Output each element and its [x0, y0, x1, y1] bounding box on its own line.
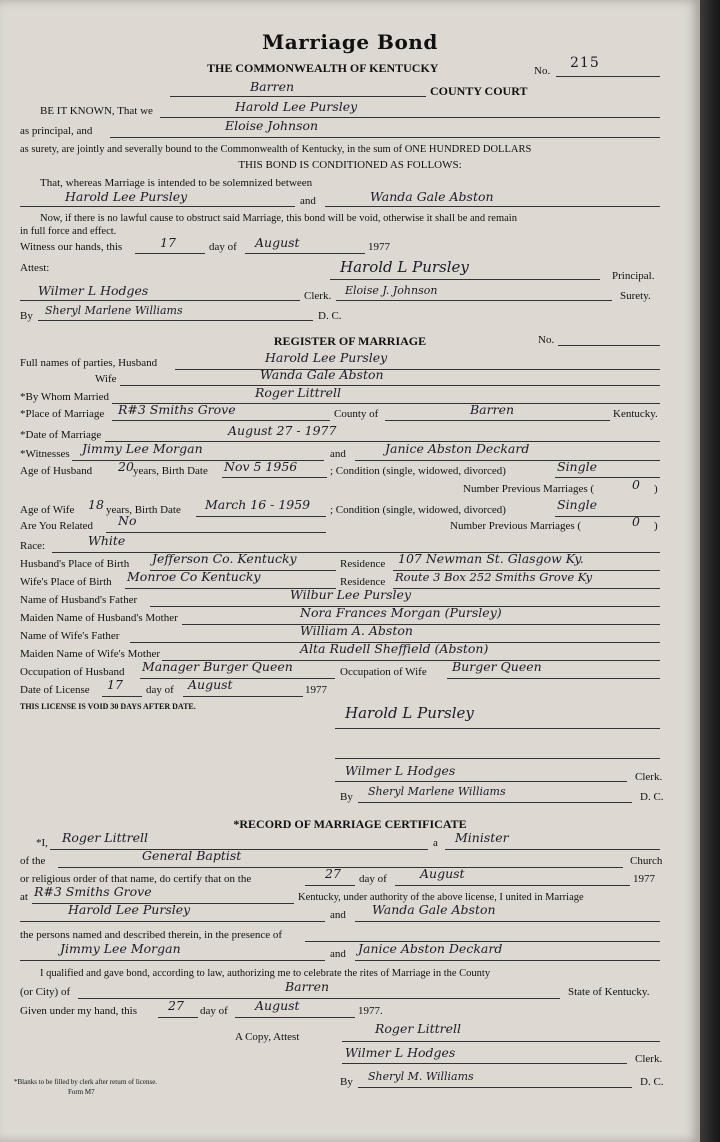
wpob-value: Monroe Co Kentucky: [127, 569, 261, 584]
cert-place: R#3 Smiths Grove: [34, 884, 152, 899]
cert-dc-label: D. C.: [640, 1076, 664, 1088]
wife-label: Wife: [95, 373, 117, 385]
cert-of-the: of the: [20, 855, 46, 867]
cert-by: By: [340, 1076, 353, 1088]
hmother-value: Nora Frances Morgan (Pursley): [300, 605, 502, 620]
conditioned-heading: THIS BOND IS CONDITIONED AS FOLLOWS:: [238, 159, 462, 171]
wmother-value: Alta Rudell Sheffield (Abston): [300, 641, 489, 656]
occ-wife-value: Burger Queen: [452, 659, 542, 674]
cert-year: 1977: [633, 873, 655, 885]
bond-dc-label: D. C.: [318, 310, 342, 322]
bond-by: By: [20, 310, 33, 322]
county-court-label: COUNTY COURT: [430, 84, 528, 98]
register-officiant: Roger Littrell: [255, 385, 341, 400]
whereas-text: That, whereas Marriage is intended to be solemnized between: [40, 177, 313, 189]
bond-day: 17: [160, 235, 176, 250]
footnote-blanks: *Blanks to be filled by clerk after return of license.: [14, 1078, 158, 1086]
age-wife: 18: [88, 497, 104, 512]
witness-hands: Witness our hands, this: [20, 241, 123, 253]
bond-county: Barren: [250, 79, 295, 94]
by-whom-label: *By Whom Married: [20, 391, 110, 403]
hfather-label: Name of Husband's Father: [20, 594, 138, 606]
date-label: *Date of Marriage: [20, 429, 102, 441]
cert-a-label: a: [433, 837, 438, 849]
condition-husband-label: ; Condition (single, widowed, divorced): [330, 465, 506, 477]
birth-husband: Nov 5 1956: [224, 459, 298, 474]
register-place: R#3 Smiths Grove: [118, 402, 236, 417]
commonwealth-heading: THE COMMONWEALTH OF KENTUCKY: [207, 61, 439, 75]
register-clerk-signature: Wilmer L Hodges: [345, 763, 456, 778]
license-day: 17: [107, 677, 123, 692]
bond-number: 215: [570, 55, 600, 71]
full-force-text: in full force and effect.: [20, 226, 117, 237]
attest-label: Attest:: [20, 262, 50, 274]
cert-at-label: at: [20, 891, 28, 903]
register-title: REGISTER OF MARRIAGE: [273, 334, 427, 348]
surety-signature: Eloise J. Johnson: [345, 284, 438, 297]
hres-label: Residence: [340, 558, 386, 570]
register-witness2: Janice Abston Deckard: [385, 441, 530, 456]
register-wife: Wanda Gale Abston: [260, 367, 384, 382]
bond-surety-name: Eloise Johnson: [225, 118, 319, 133]
occ-husband-label: Occupation of Husband: [20, 666, 125, 678]
bond-title: Marriage Bond: [262, 30, 438, 54]
race-value: White: [88, 533, 126, 548]
bond-clerk-label: Clerk.: [304, 290, 332, 302]
register-dc-label: D. C.: [640, 791, 664, 803]
cert-and: and: [330, 909, 346, 921]
license-month: August: [188, 677, 233, 692]
cert-month: August: [420, 866, 465, 881]
wfather-label: Name of Wife's Father: [20, 630, 120, 642]
bond-year: 1977: [368, 241, 390, 253]
cert-clerk-signature: Wilmer L Hodges: [345, 1045, 456, 1060]
prev-wife: 0: [632, 514, 640, 529]
cert-state: State of Kentucky.: [568, 986, 650, 998]
surety-text: as surety, are jointly and severally bound to the Commonwealth of Kentucky, in the sum of ONE HUNDRED DOLLARS: [20, 144, 532, 155]
age-wife-label: Age of Wife: [20, 504, 75, 516]
cert-party1: Harold Lee Pursley: [68, 902, 191, 917]
prev-wife-label: Number Previous Marriages (: [450, 520, 582, 532]
birth-wife: March 16 - 1959: [205, 497, 311, 512]
prev-husband: 0: [632, 477, 640, 492]
principal-label: Principal.: [612, 270, 655, 282]
cert-dc-signature: Sheryl M. Williams: [368, 1070, 474, 1083]
hmother-label: Maiden Name of Husband's Mother: [20, 612, 178, 624]
wres-value: Route 3 Box 252 Smiths Grove Ky: [395, 570, 593, 584]
wpob-label: Wife's Place of Birth: [20, 576, 112, 588]
register-signature: Harold L Pursley: [345, 704, 474, 722]
copy-attest: A Copy, Attest: [235, 1031, 300, 1043]
bond-party1: Harold Lee Pursley: [65, 189, 188, 204]
cert-given-day-of: day of: [200, 1005, 228, 1017]
bond-party2: Wanda Gale Abston: [370, 189, 494, 204]
register-husband: Harold Lee Pursley: [265, 350, 388, 365]
cert-kentucky-text: Kentucky, under authority of the above license, I united in Marriage: [298, 892, 584, 903]
kentucky-label: Kentucky.: [613, 408, 658, 420]
register-no-label: No.: [538, 334, 555, 346]
years-birth-husband: years, Birth Date: [133, 465, 208, 477]
cert-or-city: (or City) of: [20, 986, 71, 998]
register-county: Barren: [470, 402, 515, 417]
certificate-title: *RECORD OF MARRIAGE CERTIFICATE: [233, 817, 467, 831]
cert-i-label: *I,: [36, 837, 48, 849]
prev-husband-close: ): [654, 483, 658, 495]
bond-dc-signature: Sheryl Marlene Williams: [45, 304, 183, 317]
cert-given-day: 27: [168, 998, 184, 1013]
bond-no-label: No.: [534, 65, 551, 77]
condition-wife-label: ; Condition (single, widowed, divorced): [330, 504, 506, 516]
register-dc-signature: Sheryl Marlene Williams: [368, 785, 506, 798]
cert-party2: Wanda Gale Abston: [372, 902, 496, 917]
full-names-label: Full names of parties, Husband: [20, 357, 158, 369]
bond-day-of: day of: [209, 241, 237, 253]
age-husband: 20: [118, 459, 134, 474]
cert-given-year: 1977.: [358, 1005, 383, 1017]
cert-role: Minister: [455, 830, 509, 845]
place-label: *Place of Marriage: [20, 408, 105, 420]
license-label: Date of License: [20, 684, 90, 696]
license-day-of: day of: [146, 684, 174, 696]
cert-qualified: I qualified and gave bond, according to law, authorizing me to celebrate the rites of Marriage in the County: [40, 968, 491, 979]
wres-label: Residence: [340, 576, 386, 588]
void-notice: THIS LICENSE IS VOID 30 DAYS AFTER DATE.: [20, 702, 196, 711]
occ-wife-label: Occupation of Wife: [340, 666, 427, 678]
cert-witness2: Janice Abston Deckard: [358, 941, 503, 956]
cert-officiant: Roger Littrell: [62, 830, 148, 845]
cert-county: Barren: [285, 979, 330, 994]
cert-persons-named: the persons named and described therein, in the presence of: [20, 929, 283, 941]
bond-principal-name: Harold Lee Pursley: [235, 99, 358, 114]
condition-wife: Single: [557, 497, 598, 512]
binder-edge: [700, 0, 720, 1142]
cert-given: Given under my hand, this: [20, 1005, 138, 1017]
witnesses-label: *Witnesses: [20, 448, 70, 460]
cert-religious-order: or religious order of that name, do certify that on the: [20, 873, 252, 885]
cert-officiant-signature: Roger Littrell: [375, 1021, 461, 1036]
related-label: Are You Related: [20, 520, 94, 532]
condition-husband: Single: [557, 459, 598, 474]
hres-value: 107 Newman St. Glasgow Ky.: [398, 551, 584, 566]
race-label: Race:: [20, 540, 46, 552]
register-date: August 27 - 1977: [228, 423, 337, 438]
hpob-label: Husband's Place of Birth: [20, 558, 130, 570]
register-witness1: Jimmy Lee Morgan: [82, 441, 203, 456]
bond-clerk-signature: Wilmer L Hodges: [38, 283, 149, 298]
cert-witness1: Jimmy Lee Morgan: [60, 941, 181, 956]
wmother-label: Maiden Name of Wife's Mother: [20, 648, 161, 660]
surety-label: Surety.: [620, 290, 651, 302]
related-value: No: [118, 513, 137, 528]
cert-day: 27: [325, 866, 341, 881]
cert-day-of: day of: [359, 873, 387, 885]
cert-given-month: August: [255, 998, 300, 1013]
bond-and: and: [300, 195, 316, 207]
cert-church-label: Church: [630, 855, 663, 867]
hfather-value: Wilbur Lee Pursley: [290, 587, 412, 602]
cert-witness-and: and: [330, 948, 346, 960]
cert-clerk-label: Clerk.: [635, 1053, 663, 1065]
cert-church-name: General Baptist: [142, 848, 242, 863]
be-it-known: BE IT KNOWN, That we: [40, 105, 153, 117]
footnote-form: Form M7: [68, 1088, 95, 1096]
age-husband-label: Age of Husband: [20, 465, 93, 477]
register-by: By: [340, 791, 353, 803]
years-birth-wife: years, Birth Date: [106, 504, 181, 516]
now-if-text: Now, if there is no lawful cause to obstruct said Marriage, this bond will be void, otherwise it shall be and remain: [40, 213, 517, 224]
license-year: 1977: [305, 684, 327, 696]
register-clerk-label: Clerk.: [635, 771, 663, 783]
bond-month: August: [255, 235, 300, 250]
hpob-value: Jefferson Co. Kentucky: [152, 551, 297, 566]
occ-husband-value: Manager Burger Queen: [142, 659, 293, 674]
prev-wife-close: ): [654, 520, 658, 532]
principal-signature: Harold L Pursley: [340, 258, 469, 276]
county-of-label: County of: [334, 408, 379, 420]
register-witnesses-and: and: [330, 448, 346, 460]
prev-husband-label: Number Previous Marriages (: [463, 483, 595, 495]
wfather-value: William A. Abston: [300, 623, 413, 638]
as-principal: as principal, and: [20, 125, 93, 137]
